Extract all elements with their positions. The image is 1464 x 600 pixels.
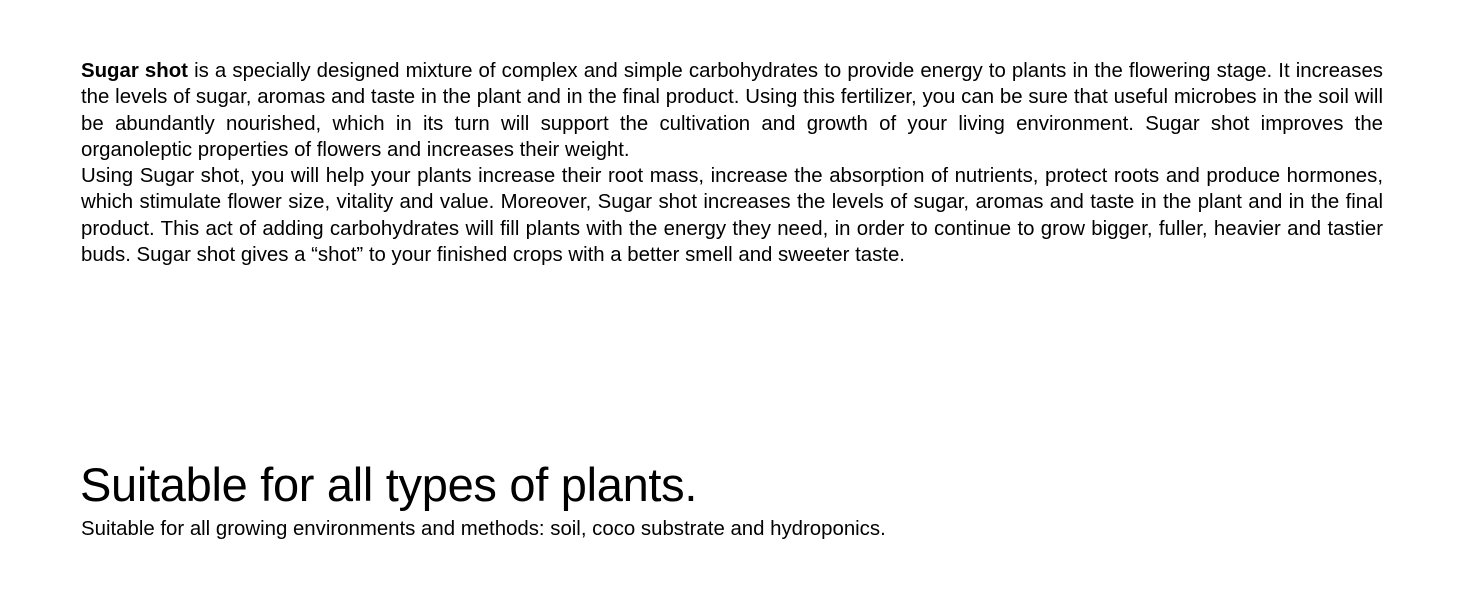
description-paragraph-2: Using Sugar shot, you will help your plants increase their root mass, increase the absorption of nutrients, protect roots and produce hormones, which stimulate flower size, vitality and value. Moreover, Sugar shot increases the levels of sugar, aromas and taste in the plant and in the final product. This act of adding carbohydrates will fill plants with the energy they need, in order to continue to grow bigger, fuller, heavier and tastier buds. Sugar shot gives a “shot” to your finished crops with a better smell and sweeter taste. <box>81 165 1383 267</box>
description-paragraph-1 <box>81 58 1383 163</box>
suitability-text: Suitable for all growing environments and methods: soil, coco substrate and hydroponics. <box>81 518 886 540</box>
product-name: Sugar shot <box>81 60 188 82</box>
description-paragraph-1-text: is a specially designed mixture of complex and simple carbohydrates to provide energy to plants in the flowering stage. It increases the levels of sugar, aromas and taste in the plant and in the final product. Using this fertilizer, you can be sure that useful microbes in the soil will be abundantly nourished, which in its turn will support the cultivation and growth of your living environment. Sugar shot improves the organoleptic properties of flowers and increases their weight. <box>81 60 1383 161</box>
suitability-heading: Suitable for all types of plants. <box>80 458 698 511</box>
product-description <box>81 58 1383 268</box>
